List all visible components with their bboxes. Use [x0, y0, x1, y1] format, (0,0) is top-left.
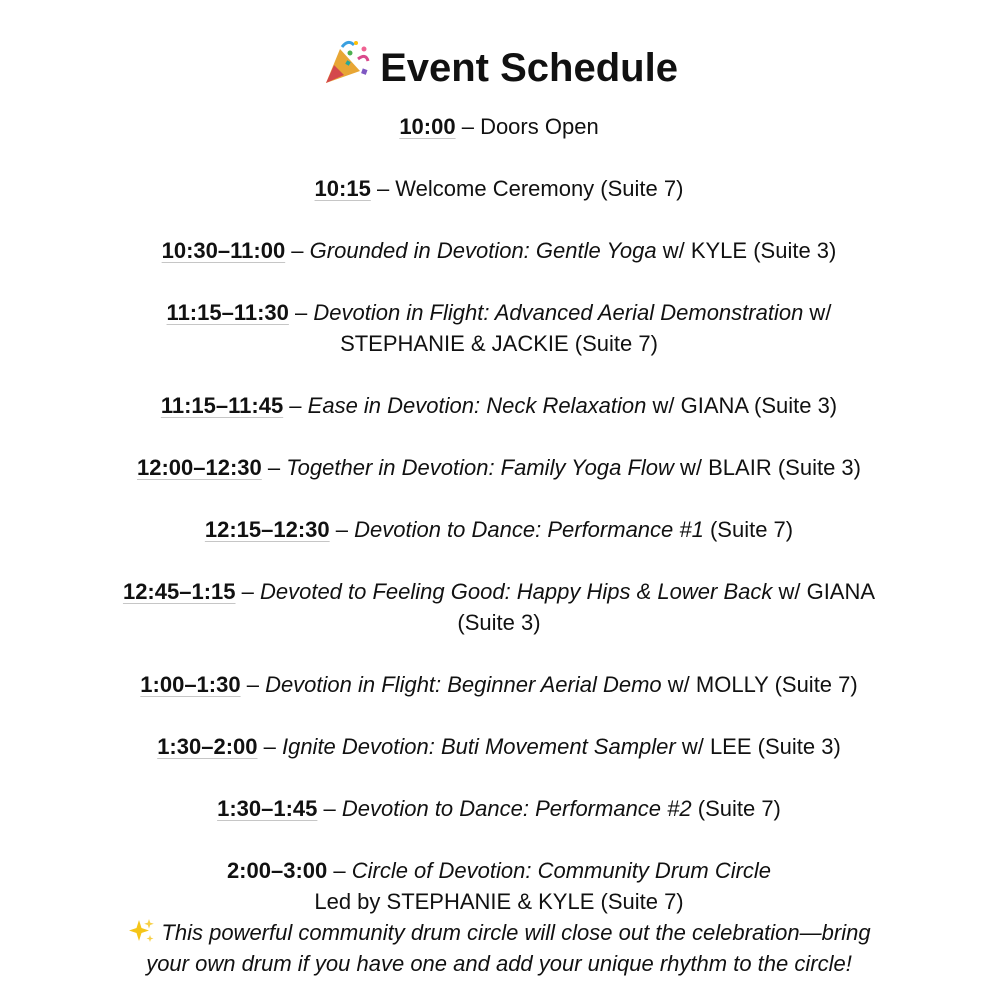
time-range: 12:00–12:30 [137, 455, 262, 480]
event-host: w/ MOLLY [661, 672, 769, 697]
event-location: (Suite 7) [691, 796, 781, 821]
event-title: Devotion in Flight: Advanced Aerial Demonstration [313, 300, 804, 325]
separator: – [329, 517, 355, 542]
event-location: (Suite 7) [703, 517, 794, 542]
separator: – [235, 579, 260, 604]
separator: – [240, 672, 266, 697]
separator: – [261, 455, 287, 480]
event-location: (Suite 3) [747, 238, 837, 263]
schedule-item [40, 173, 958, 204]
event-host: w/ GIANA [646, 393, 748, 418]
event-details: Doors Open [480, 114, 599, 139]
party-popper-icon [320, 39, 372, 87]
schedule-item [40, 576, 958, 638]
separator: – [257, 734, 282, 759]
event-host: w/ BLAIR [673, 455, 772, 480]
event-title: Grounded in Devotion: Gentle Yoga [309, 238, 657, 263]
time-range: 1:30–2:00 [157, 734, 258, 759]
event-details: Led by STEPHANIE & KYLE (Suite 7) [314, 889, 684, 914]
event-location: (Suite 3) [771, 455, 861, 480]
event-title: Together in Devotion: Family Yoga Flow [286, 455, 674, 480]
time-range: 12:15–12:30 [204, 517, 330, 542]
closing-note [40, 917, 958, 948]
event-title: Devotion to Dance: Performance #1 [354, 517, 704, 542]
separator: – [455, 114, 481, 139]
event-location: (Suite 3) [751, 734, 841, 759]
separator: – [283, 393, 308, 418]
event-title: Devotion to Dance: Performance #2 [341, 796, 692, 821]
time-range: 11:15–11:45 [160, 393, 284, 418]
time-range: 11:15–11:30 [166, 300, 289, 325]
separator: – [327, 858, 352, 883]
event-details: Welcome Ceremony (Suite 7) [395, 176, 684, 201]
time-range: 10:30–11:00 [161, 238, 286, 263]
separator: – [285, 238, 310, 263]
schedule-item [40, 297, 958, 359]
event-host: w/ [803, 300, 832, 325]
time-range: 1:00–1:30 [140, 672, 241, 697]
page-title-text: Event Schedule [380, 46, 678, 90]
page-title [0, 38, 998, 98]
closing-note-line2: your own drum if you have one and add your unique rhythm to the circle! [146, 951, 852, 976]
sparkles-icon [127, 918, 155, 944]
time-range: 2:00–3:00 [226, 858, 328, 883]
event-host: w/ GIANA [772, 579, 876, 604]
time-range: 12:45–1:15 [122, 579, 236, 604]
schedule-item [40, 514, 958, 545]
event-title: Devoted to Feeling Good: Happy Hips & Lower Back [259, 579, 773, 604]
event-title: Ease in Devotion: Neck Relaxation [307, 393, 647, 418]
schedule-item [40, 452, 958, 483]
event-host: w/ LEE [675, 734, 752, 759]
event-title: Devotion in Flight: Beginner Aerial Demo [265, 672, 662, 697]
schedule-list [40, 111, 958, 979]
event-title: Ignite Devotion: Buti Movement Sampler [281, 734, 676, 759]
schedule-item [40, 855, 958, 979]
schedule-item [40, 731, 958, 762]
event-location: (Suite 3) [747, 393, 838, 418]
event-location: (Suite 3) [457, 610, 541, 635]
time-range: 10:15 [314, 176, 371, 201]
closing-note-line1: This powerful community drum circle will close out the celebration—bring [161, 920, 871, 945]
schedule-item [40, 669, 958, 700]
event-location: (Suite 7) [768, 672, 858, 697]
schedule-item [40, 235, 958, 266]
event-title: Circle of Devotion: Community Drum Circle [351, 858, 772, 883]
schedule-item [40, 111, 958, 142]
separator: – [317, 796, 342, 821]
event-details: STEPHANIE & JACKIE (Suite 7) [340, 331, 658, 356]
separator: – [370, 176, 396, 201]
time-range: 1:30–1:45 [217, 796, 318, 821]
time-range: 10:00 [399, 114, 456, 139]
separator: – [288, 300, 314, 325]
event-host: w/ KYLE [656, 238, 748, 263]
schedule-item [40, 793, 958, 824]
schedule-item [40, 390, 958, 421]
